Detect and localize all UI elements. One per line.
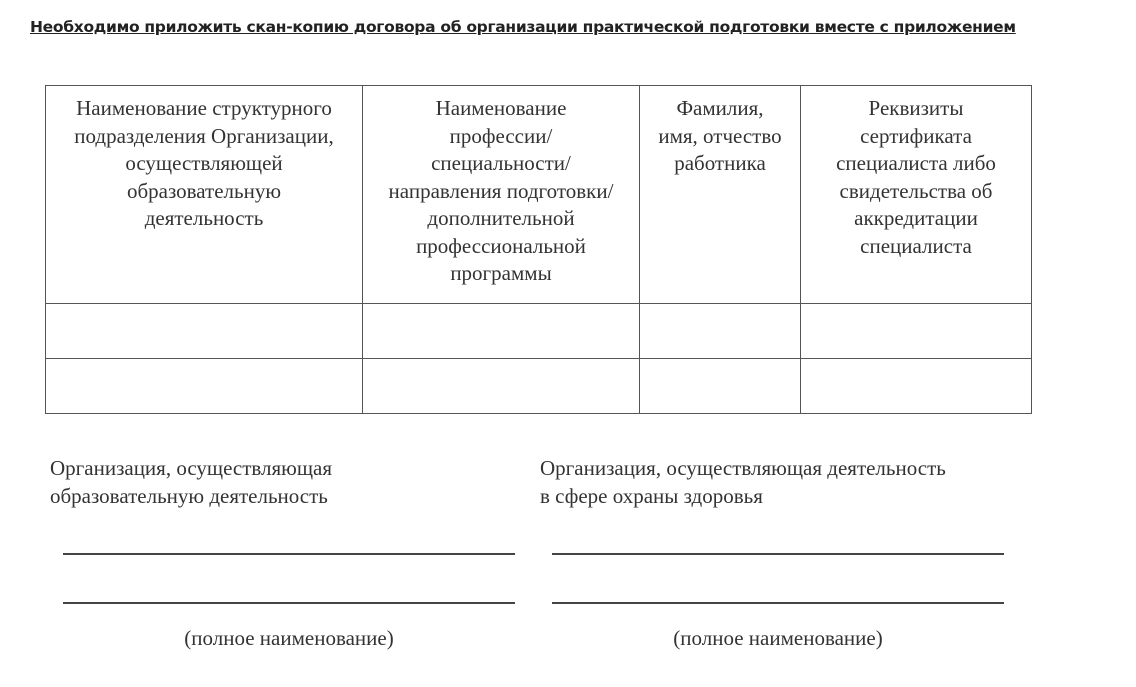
header-line: дополнительной <box>427 206 575 230</box>
header-line: профессиональной <box>416 233 586 258</box>
header-profession <box>363 86 640 304</box>
header-line: специалиста либо <box>836 151 996 175</box>
header-structural-unit <box>46 86 363 304</box>
table-cell <box>640 304 801 359</box>
table-cell <box>801 359 1032 414</box>
header-line: аккредитации <box>854 206 978 230</box>
header-line: имя, отчество <box>658 123 782 148</box>
staff-table <box>45 85 1032 414</box>
left-organization-label <box>50 455 332 510</box>
header-line: Реквизиты <box>868 96 964 120</box>
header-employee-name <box>640 86 801 304</box>
header-line: сертификата <box>860 123 972 148</box>
table-cell <box>46 304 363 359</box>
label-line: Организация, осуществляющая <box>50 456 333 480</box>
header-line: профессии/ <box>449 123 553 148</box>
table-cell <box>640 359 801 414</box>
label-line: Организация, осуществляющая деятельность <box>540 456 946 480</box>
header-line: подразделения Организации, <box>74 123 334 148</box>
header-line: Наименование структурного <box>76 96 332 120</box>
left-name-line <box>63 602 515 604</box>
header-line: специалиста <box>860 233 972 258</box>
right-caption: (полное наименование) <box>673 626 883 650</box>
header-line: свидетельства об <box>839 178 993 203</box>
label-line: образовательную деятельность <box>50 483 328 508</box>
header-line: специальности/ <box>431 151 571 175</box>
table-row <box>46 359 1032 414</box>
header-line: деятельность <box>144 206 264 230</box>
table-cell <box>363 359 640 414</box>
header-line: Наименование <box>435 96 567 120</box>
right-organization-label <box>540 455 946 510</box>
header-line: программы <box>450 261 552 285</box>
header-line: образовательную <box>126 178 282 203</box>
table-header-row <box>46 86 1032 304</box>
left-signature-line <box>63 553 515 555</box>
table-cell <box>46 359 363 414</box>
header-line: Фамилия, <box>676 96 764 120</box>
header-line: осуществляющей <box>125 151 283 175</box>
table-row <box>46 304 1032 359</box>
header-certificate <box>801 86 1032 304</box>
label-line: в сфере охраны здоровья <box>540 483 763 508</box>
header-line: направления подготовки/ <box>388 178 614 203</box>
header-line: работника <box>674 151 766 175</box>
right-name-line <box>552 602 1004 604</box>
left-caption: (полное наименование) <box>184 626 394 650</box>
table-cell <box>363 304 640 359</box>
right-signature-line <box>552 553 1004 555</box>
notice-link[interactable]: Необходимо приложить скан-копию договора об организации практической подготовки вместе с приложением <box>30 18 1016 36</box>
table-cell <box>801 304 1032 359</box>
